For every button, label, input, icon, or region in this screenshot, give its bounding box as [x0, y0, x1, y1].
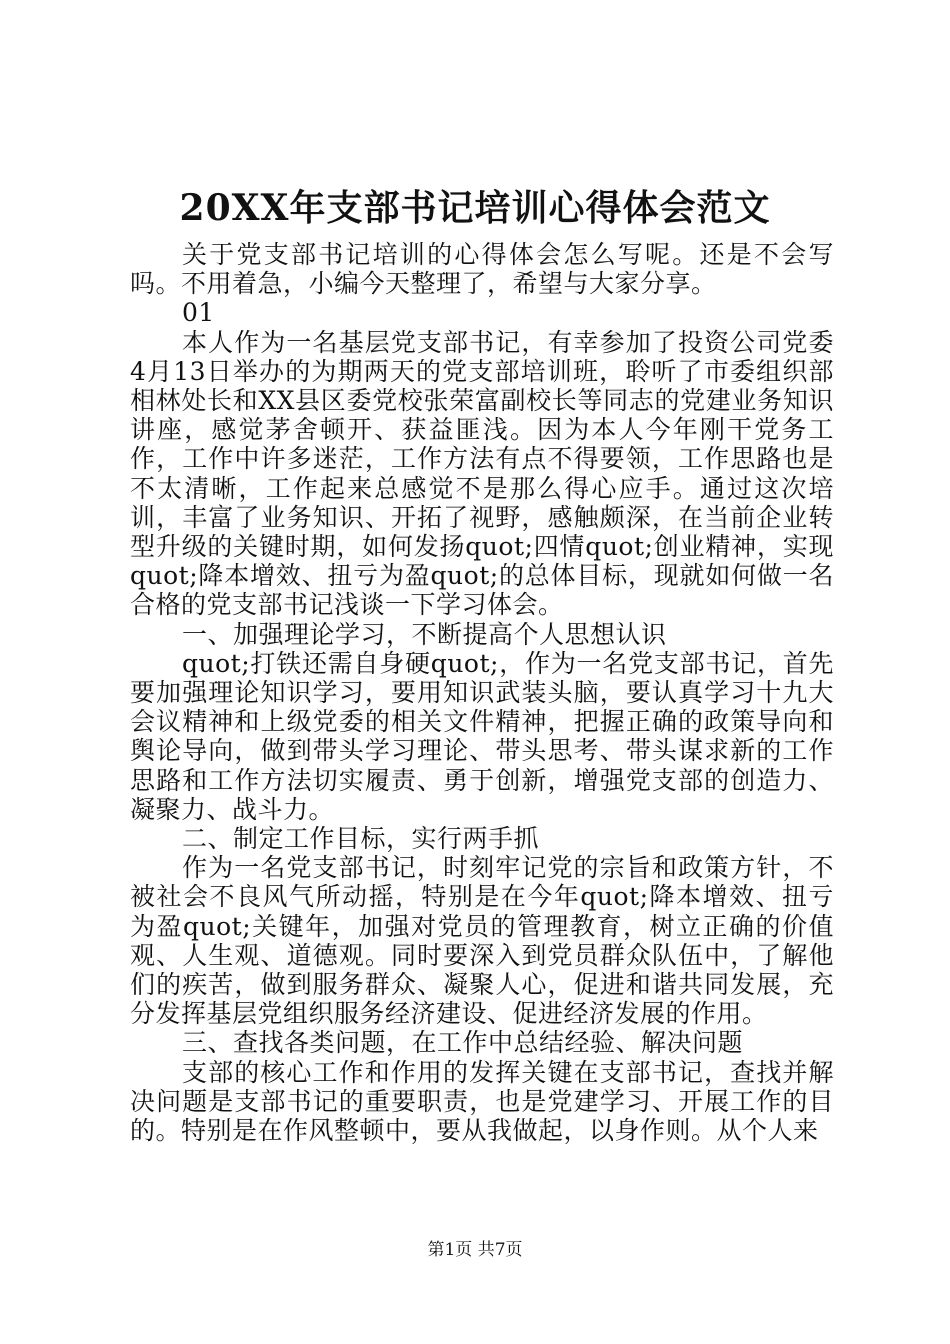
section-heading-1: 一、加强理论学习，不断提高个人思想认识 — [182, 619, 667, 649]
document-title: 20XX年支部书记培训心得体会范文 — [179, 187, 771, 229]
document-body — [130, 240, 834, 1145]
body-paragraph-section-1: quot;打铁还需自身硬quot;，作为一名党支部书记，首先要加强理论知识学习，要用知识武装头脑，要认真学习十九大会议精神和上级党委的相关文件精神，把握正确的政策导向和舆论导向，做到带头学习理论、带头思考、带头谋求新的工作思路和工作方法切实履责、勇于创新，增强党支部的创造力、凝聚力、战斗力。 — [130, 648, 834, 824]
body-paragraph-intro: 关于党支部书记培训的心得体会怎么写呢。还是不会写吗。不用着急，小编今天整理了，希望与大家分享。 — [130, 240, 834, 299]
section-heading-2: 二、制定工作目标，实行两手抓 — [182, 824, 540, 854]
page-footer: 第1页 共7页 — [427, 1240, 523, 1260]
body-paragraph-section-2: 作为一名党支部书记，时刻牢记党的宗旨和政策方针，不被社会不良风气所动摇，特别是在今年quot;降本增效、扭亏为盈quot;关键年，加强对党员的管理教育，树立正确的价值观、人生观、道德观。同时要深入到党员群众队伍中，了解他们的疾苦，做到服务群众、凝聚人心，促进和谐共同发展，充分发挥基层党组织服务经济建设、促进经济发展的作用。 — [130, 853, 834, 1029]
body-paragraph-main: 本人作为一名基层党支部书记，有幸参加了投资公司党委4月13日举办的为期两天的党支部培训班，聆听了市委组织部相林处长和XX县区委党校张荣富副校长等同志的党建业务知识讲座，感觉茅舍顿开、获益匪浅。因为本人今年刚干党务工作，工作中许多迷茫，工作方法有点不得要领，工作思路也是不太清晰，工作起来总感觉不是那么得心应手。通过这次培训，丰富了业务知识、开拓了视野，感触颇深，在当前企业转型升级的关键时期，如何发扬quot;四情quot;创业精神，实现quot;降本增效、扭亏为盈quot;的总体目标，现就如何做一名合格的党支部书记浅谈一下学习体会。 — [130, 327, 834, 620]
section-heading-3: 三、查找各类问题，在工作中总结经验、解决问题 — [182, 1028, 744, 1058]
body-paragraph-section-3: 支部的核心工作和作用的发挥关键在支部书记，查找并解决问题是支部书记的重要职责，也是党建学习、开展工作的目的。特别是在作风整顿中，要从我做起，以身作则。从个人来 — [130, 1057, 834, 1146]
body-paragraph-section-number: 01 — [182, 298, 215, 328]
